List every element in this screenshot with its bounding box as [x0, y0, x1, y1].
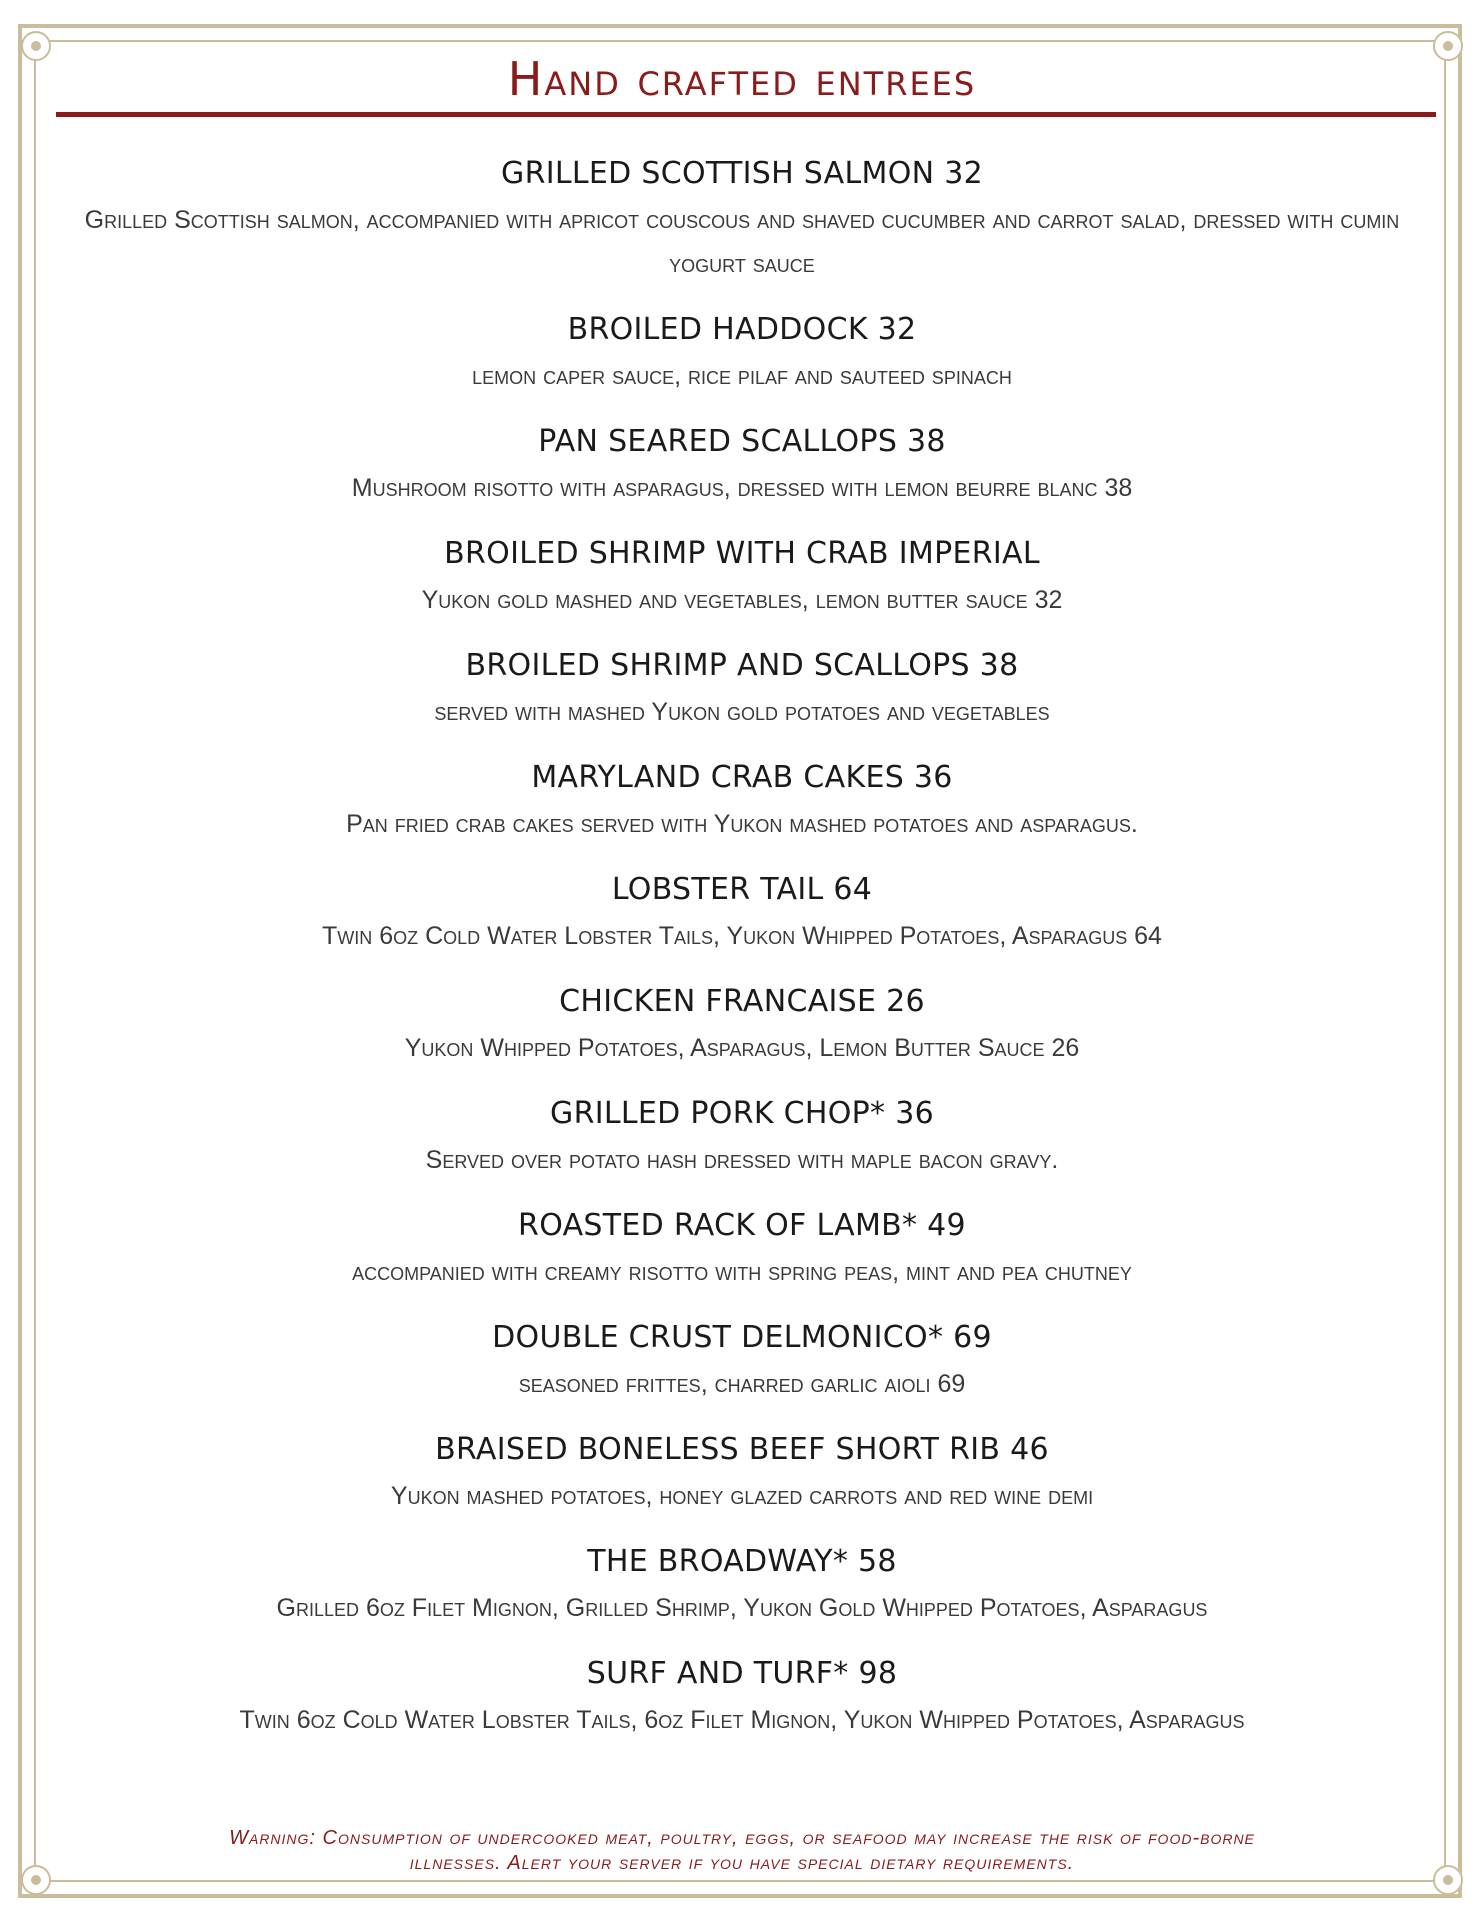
menu-item [80, 644, 1404, 734]
page-title: Hand crafted entrees [507, 52, 977, 106]
menu-item-description: Grilled Scottish salmon, accompanied with apricot couscous and shaved cucumber and carrot salad, dressed with cumin yogurt sauce [84, 206, 1400, 278]
menu-item-description: Yukon gold mashed and vegetables, lemon butter sauce 32 [421, 586, 1063, 614]
menu-item-description: Twin 6oz Cold Water Lobster Tails, Yukon Whipped Potatoes, Asparagus 64 [322, 922, 1162, 950]
menu-item-description: Pan fried crab cakes served with Yukon mashed potatoes and asparagus. [346, 810, 1138, 838]
menu-item-name: SURF AND TURF* 98 [586, 1656, 898, 1691]
menu-item [80, 308, 1404, 398]
menu-item-name: DOUBLE CRUST DELMONICO* 69 [492, 1320, 992, 1355]
menu-item-name: THE BROADWAY* 58 [587, 1544, 897, 1579]
menu-item-description: Twin 6oz Cold Water Lobster Tails, 6oz Filet Mignon, Yukon Whipped Potatoes, Asparagus [239, 1706, 1245, 1734]
menu-item-description: Yukon mashed potatoes, honey glazed carrots and red wine demi [390, 1482, 1094, 1510]
menu-item [80, 980, 1404, 1070]
menu-item [80, 532, 1404, 622]
menu-item [80, 1092, 1404, 1182]
corner-ornament-icon [21, 1865, 51, 1895]
menu-item-name: CHICKEN FRANCAISE 26 [559, 984, 925, 1019]
menu-item [80, 1316, 1404, 1406]
menu-item-description: Served over potato hash dressed with maple bacon gravy. [425, 1146, 1059, 1174]
menu-item [80, 868, 1404, 958]
menu-item-description: lemon caper sauce, rice pilaf and sauteed spinach [472, 362, 1012, 390]
menu-item-name: PAN SEARED SCALLOPS 38 [538, 424, 946, 459]
menu-item-description: Mushroom risotto with asparagus, dressed with lemon beurre blanc 38 [351, 474, 1133, 502]
menu-item [80, 1540, 1404, 1630]
menu-item [80, 1204, 1404, 1294]
menu-item-description: Grilled 6oz Filet Mignon, Grilled Shrimp, Yukon Gold Whipped Potatoes, Asparagus [276, 1594, 1208, 1622]
menu-item-name: MARYLAND CRAB CAKES 36 [531, 760, 953, 795]
menu-item-description: Yukon Whipped Potatoes, Asparagus, Lemon Butter Sauce 26 [404, 1034, 1080, 1062]
menu-item [80, 420, 1404, 510]
menu-item [80, 1652, 1404, 1742]
menu-item-description: accompanied with creamy risotto with spring peas, mint and pea chutney [352, 1258, 1132, 1286]
menu-list [80, 152, 1404, 1764]
menu-item-name: LOBSTER TAIL 64 [611, 872, 873, 907]
menu-item-name: ROASTED RACK OF LAMB* 49 [518, 1208, 966, 1243]
corner-ornament-icon [1433, 1865, 1463, 1895]
menu-item-description: seasoned frittes, charred garlic aioli 69 [518, 1370, 966, 1398]
title-divider [56, 112, 1436, 117]
menu-item [80, 152, 1404, 286]
menu-item-name: GRILLED PORK CHOP* 36 [550, 1096, 934, 1131]
menu-item-description: served with mashed Yukon gold potatoes and vegetables [434, 698, 1050, 726]
menu-item [80, 1428, 1404, 1518]
menu-item-name: BROILED SHRIMP WITH CRAB IMPERIAL [444, 536, 1040, 571]
menu-item [80, 756, 1404, 846]
menu-item-name: GRILLED SCOTTISH SALMON 32 [501, 156, 983, 191]
menu-item-name: BROILED SHRIMP AND SCALLOPS 38 [465, 648, 1019, 683]
allergy-warning: Warning: Consumption of undercooked meat, poultry, eggs, or seafood may increase the risk of food-borne illnesses. Alert your server if you have special dietary requirements. [229, 1827, 1255, 1874]
menu-item-name: BROILED HADDOCK 32 [567, 312, 917, 347]
menu-item-name: BRAISED BONELESS BEEF SHORT RIB 46 [435, 1432, 1049, 1467]
